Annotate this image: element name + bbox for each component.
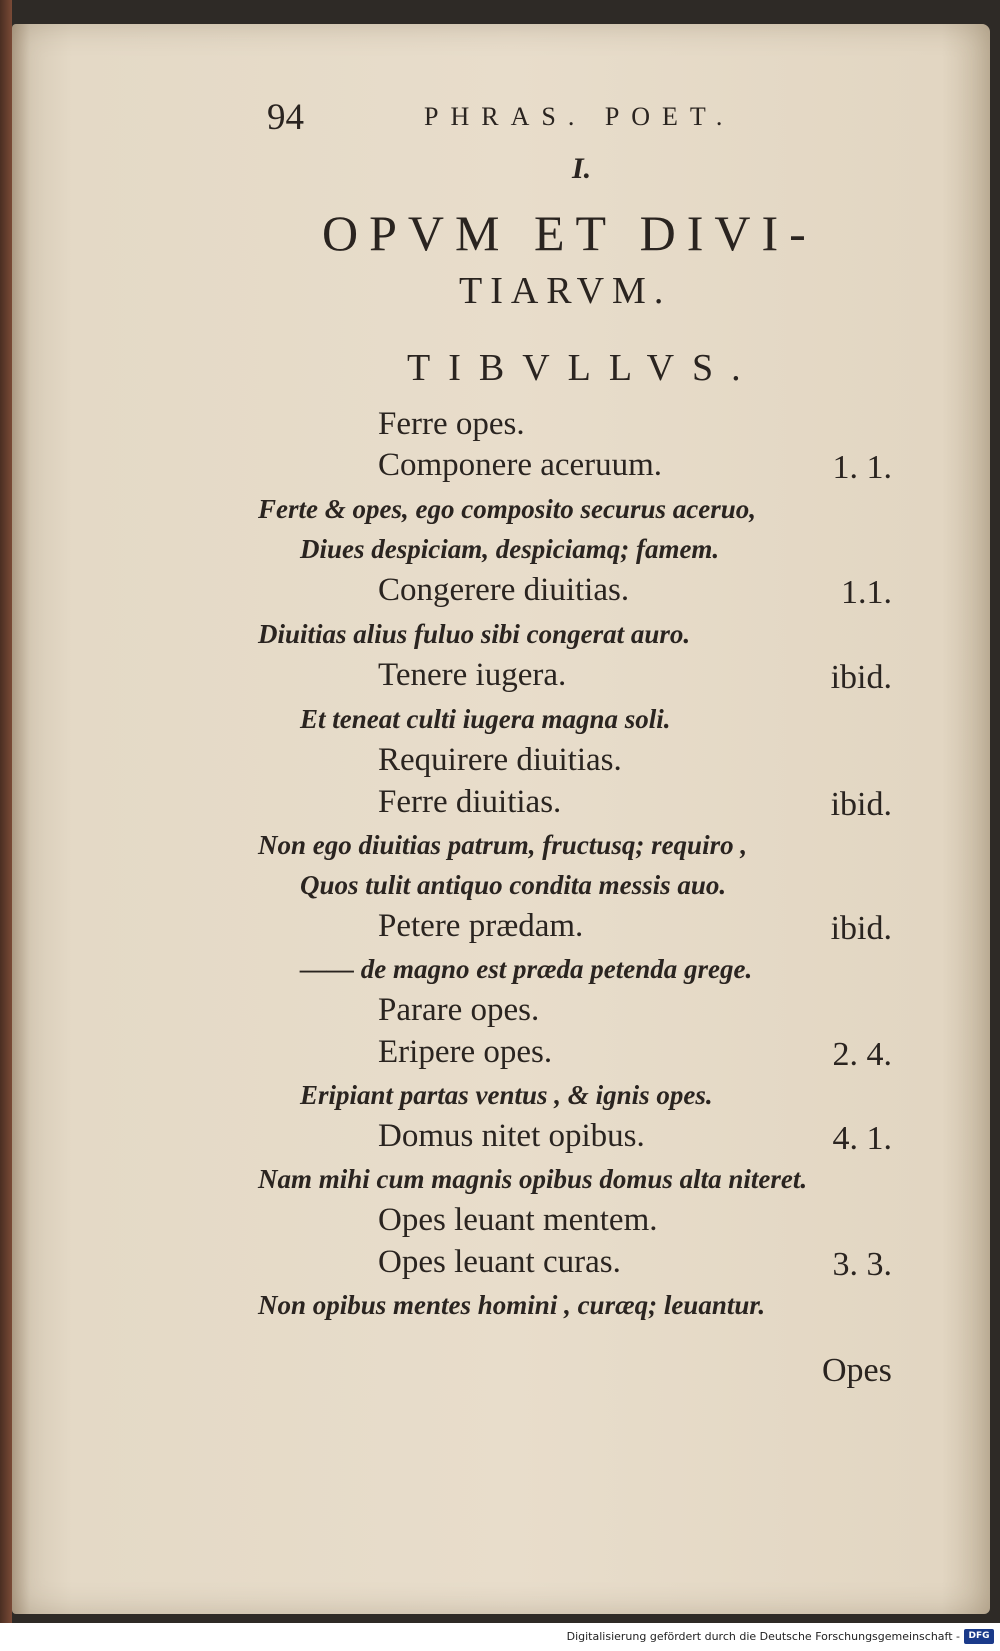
phrase-entry: Ferre diuitias. — [378, 784, 562, 820]
book-spine — [0, 0, 12, 1651]
quote-line: Nam mihi cum magnis opibus domus alta niteret. — [258, 1164, 808, 1194]
reference: 1. 1. — [832, 449, 892, 486]
dfg-logo-icon: DFG — [964, 1629, 994, 1644]
phrase-entry: Petere prædam. — [378, 908, 584, 944]
reference: 2. 4. — [832, 1036, 892, 1073]
section-title-line1: OPVM ET DIVI- — [322, 205, 817, 261]
phrase-entry: Domus nitet opibus. — [378, 1118, 645, 1154]
quote-line: Non ego diuitias patrum, fructusq; requiro , — [258, 830, 748, 860]
quote-line: Ferte & opes, ego composito securus aceruo, — [258, 494, 756, 524]
section-number: I. — [572, 152, 592, 185]
quote-line: Et teneat culti iugera magna soli. — [300, 704, 671, 734]
running-title: PHRAS. POET. — [424, 102, 735, 131]
footer-credit: Digitalisierung gefördert durch die Deutsche Forschungsgemeinschaft - — [566, 1630, 960, 1643]
reference: 4. 1. — [832, 1120, 892, 1157]
phrase-entry: Requirere diuitias. — [378, 742, 622, 778]
book-page — [12, 24, 990, 1614]
reference: ibid. — [830, 910, 892, 947]
section-title-line2: TIARVM. — [459, 270, 672, 312]
phrase-entry: Opes leuant curas. — [378, 1244, 621, 1280]
digitization-footer — [0, 1623, 1000, 1651]
phrase-entry: Opes leuant mentem. — [378, 1202, 658, 1238]
quote-line: Non opibus mentes homini , curæq; leuantur. — [258, 1290, 766, 1320]
quote-line: Diuitias alius fuluo sibi congerat auro. — [258, 619, 691, 649]
page-number: 94 — [267, 97, 304, 138]
phrase-entry: Congerere diuitias. — [378, 572, 630, 608]
phrase-entry: Ferre opes. — [378, 406, 525, 442]
quote-line: —— de magno est præda petenda grege. — [300, 954, 753, 984]
phrase-entry: Parare opes. — [378, 992, 540, 1028]
quote-line: Quos tulit antiquo condita messis auo. — [300, 870, 727, 900]
quote-line: Diues despiciam, despiciamq; famem. — [300, 534, 720, 564]
reference: ibid. — [830, 659, 892, 696]
phrase-entry: Eripere opes. — [378, 1034, 553, 1070]
reference: ibid. — [830, 786, 892, 823]
reference: 1.1. — [841, 574, 892, 611]
catchword: Opes — [822, 1352, 892, 1389]
quote-line: Eripiant partas ventus , & ignis opes. — [300, 1080, 713, 1110]
phrase-entry: Componere aceruum. — [378, 447, 663, 483]
phrase-entry: Tenere iugera. — [378, 657, 567, 693]
author-heading: TIBVLLVS. — [407, 347, 759, 389]
reference: 3. 3. — [832, 1246, 892, 1283]
